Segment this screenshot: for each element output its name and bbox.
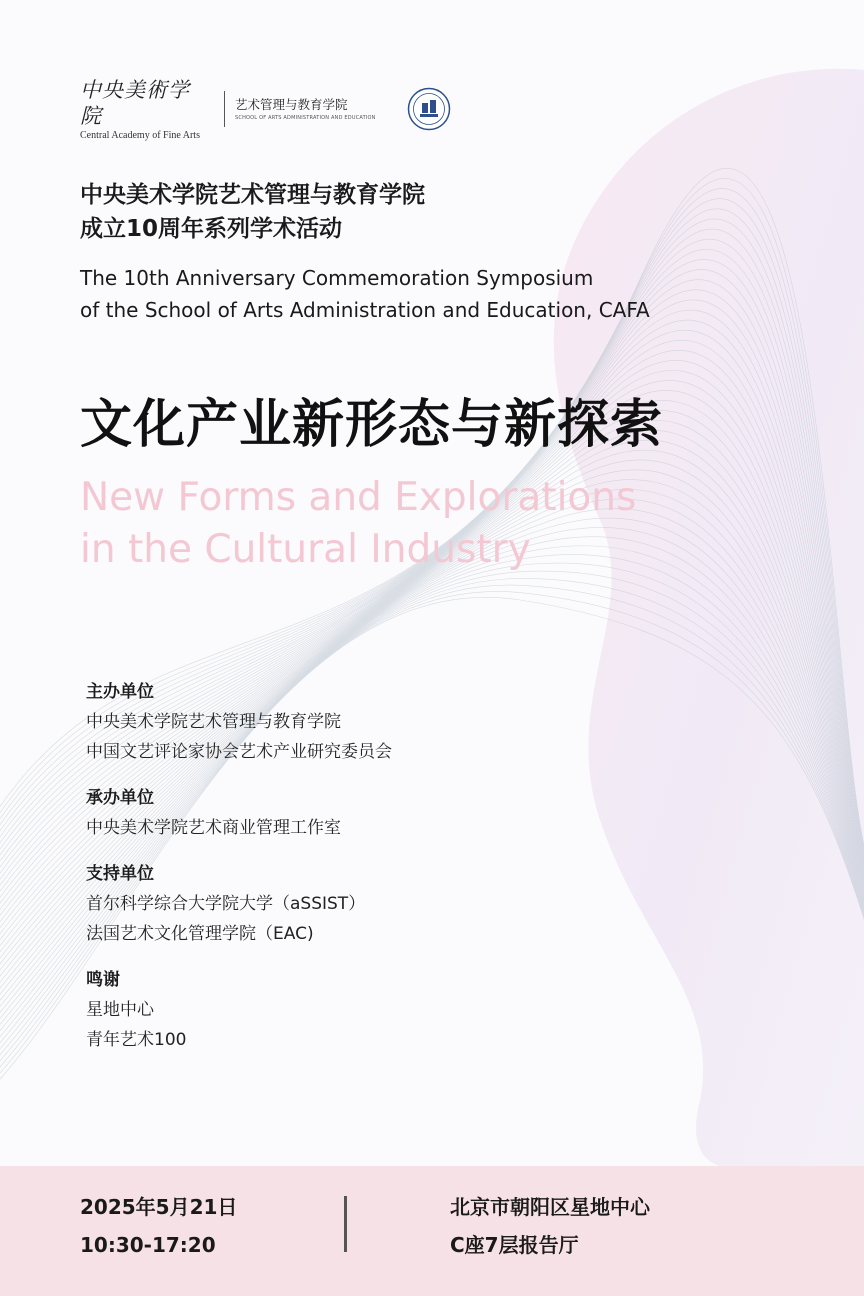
theme-title-en-line1: New Forms and Explorations — [80, 475, 637, 520]
organizer-block-host — [86, 677, 606, 767]
organizer-item: 中国文艺评论家协会艺术产业研究委员会 — [86, 742, 392, 762]
theme-title-en — [80, 472, 636, 576]
cafa-logo-cn: 中央美術学院 — [80, 77, 190, 128]
event-title-en-line2: of the School of Arts Administration and Education, CAFA — [80, 298, 650, 322]
event-time: 10:30-17:20 — [80, 1233, 216, 1257]
organizer-item: 星地中心 — [86, 1000, 154, 1020]
school-logo-en: SCHOOL OF ARTS ADMINISTRATION AND EDUCATION — [235, 115, 376, 121]
organizer-item: 中央美术学院艺术管理与教育学院 — [86, 712, 341, 732]
organizer-heading: 支持单位 — [86, 864, 154, 884]
logo-strip — [80, 77, 451, 141]
organizer-item: 法国艺术文化管理学院（EAC) — [86, 924, 314, 944]
event-title-cn-line1: 中央美术学院艺术管理与教育学院 — [80, 182, 425, 208]
event-title-en-line1: The 10th Anniversary Commemoration Symposium — [80, 266, 594, 290]
organizer-heading: 鸣谢 — [86, 970, 120, 990]
organizer-item: 青年艺术100 — [86, 1030, 187, 1050]
footer-divider — [344, 1196, 347, 1252]
venue-line1: 北京市朝阳区星地中心 — [450, 1195, 650, 1219]
organizer-block-support — [86, 859, 606, 949]
organizer-list — [86, 677, 606, 1071]
organizer-item: 中央美术学院艺术商业管理工作室 — [86, 818, 341, 838]
association-seal-icon — [407, 87, 451, 131]
footer-band — [0, 1166, 864, 1296]
event-datetime — [80, 1188, 237, 1264]
event-venue — [450, 1188, 650, 1264]
organizer-block-undertaker — [86, 783, 606, 843]
event-title-cn-line2: 成立10周年系列学术活动 — [80, 216, 343, 242]
event-title-cn — [80, 178, 425, 246]
school-logo-cn: 艺术管理与教育学院 — [235, 97, 348, 112]
school-logo — [235, 96, 387, 122]
organizer-heading: 主办单位 — [86, 682, 154, 702]
event-title-en — [80, 262, 650, 326]
venue-line2: C座7层报告厅 — [450, 1233, 579, 1257]
event-date: 2025年5月21日 — [80, 1195, 238, 1219]
theme-title-cn: 文化产业新形态与新探索 — [80, 395, 664, 455]
cafa-logo-en: Central Academy of Fine Arts — [80, 129, 200, 141]
organizer-block-thanks — [86, 965, 606, 1055]
theme-title-en-line2: in the Cultural Industry — [80, 527, 531, 572]
cafa-logo — [80, 77, 210, 142]
organizer-item: 首尔科学综合大学院大学（aSSIST） — [86, 894, 366, 914]
organizer-heading: 承办单位 — [86, 788, 154, 808]
logo-divider — [224, 91, 225, 127]
